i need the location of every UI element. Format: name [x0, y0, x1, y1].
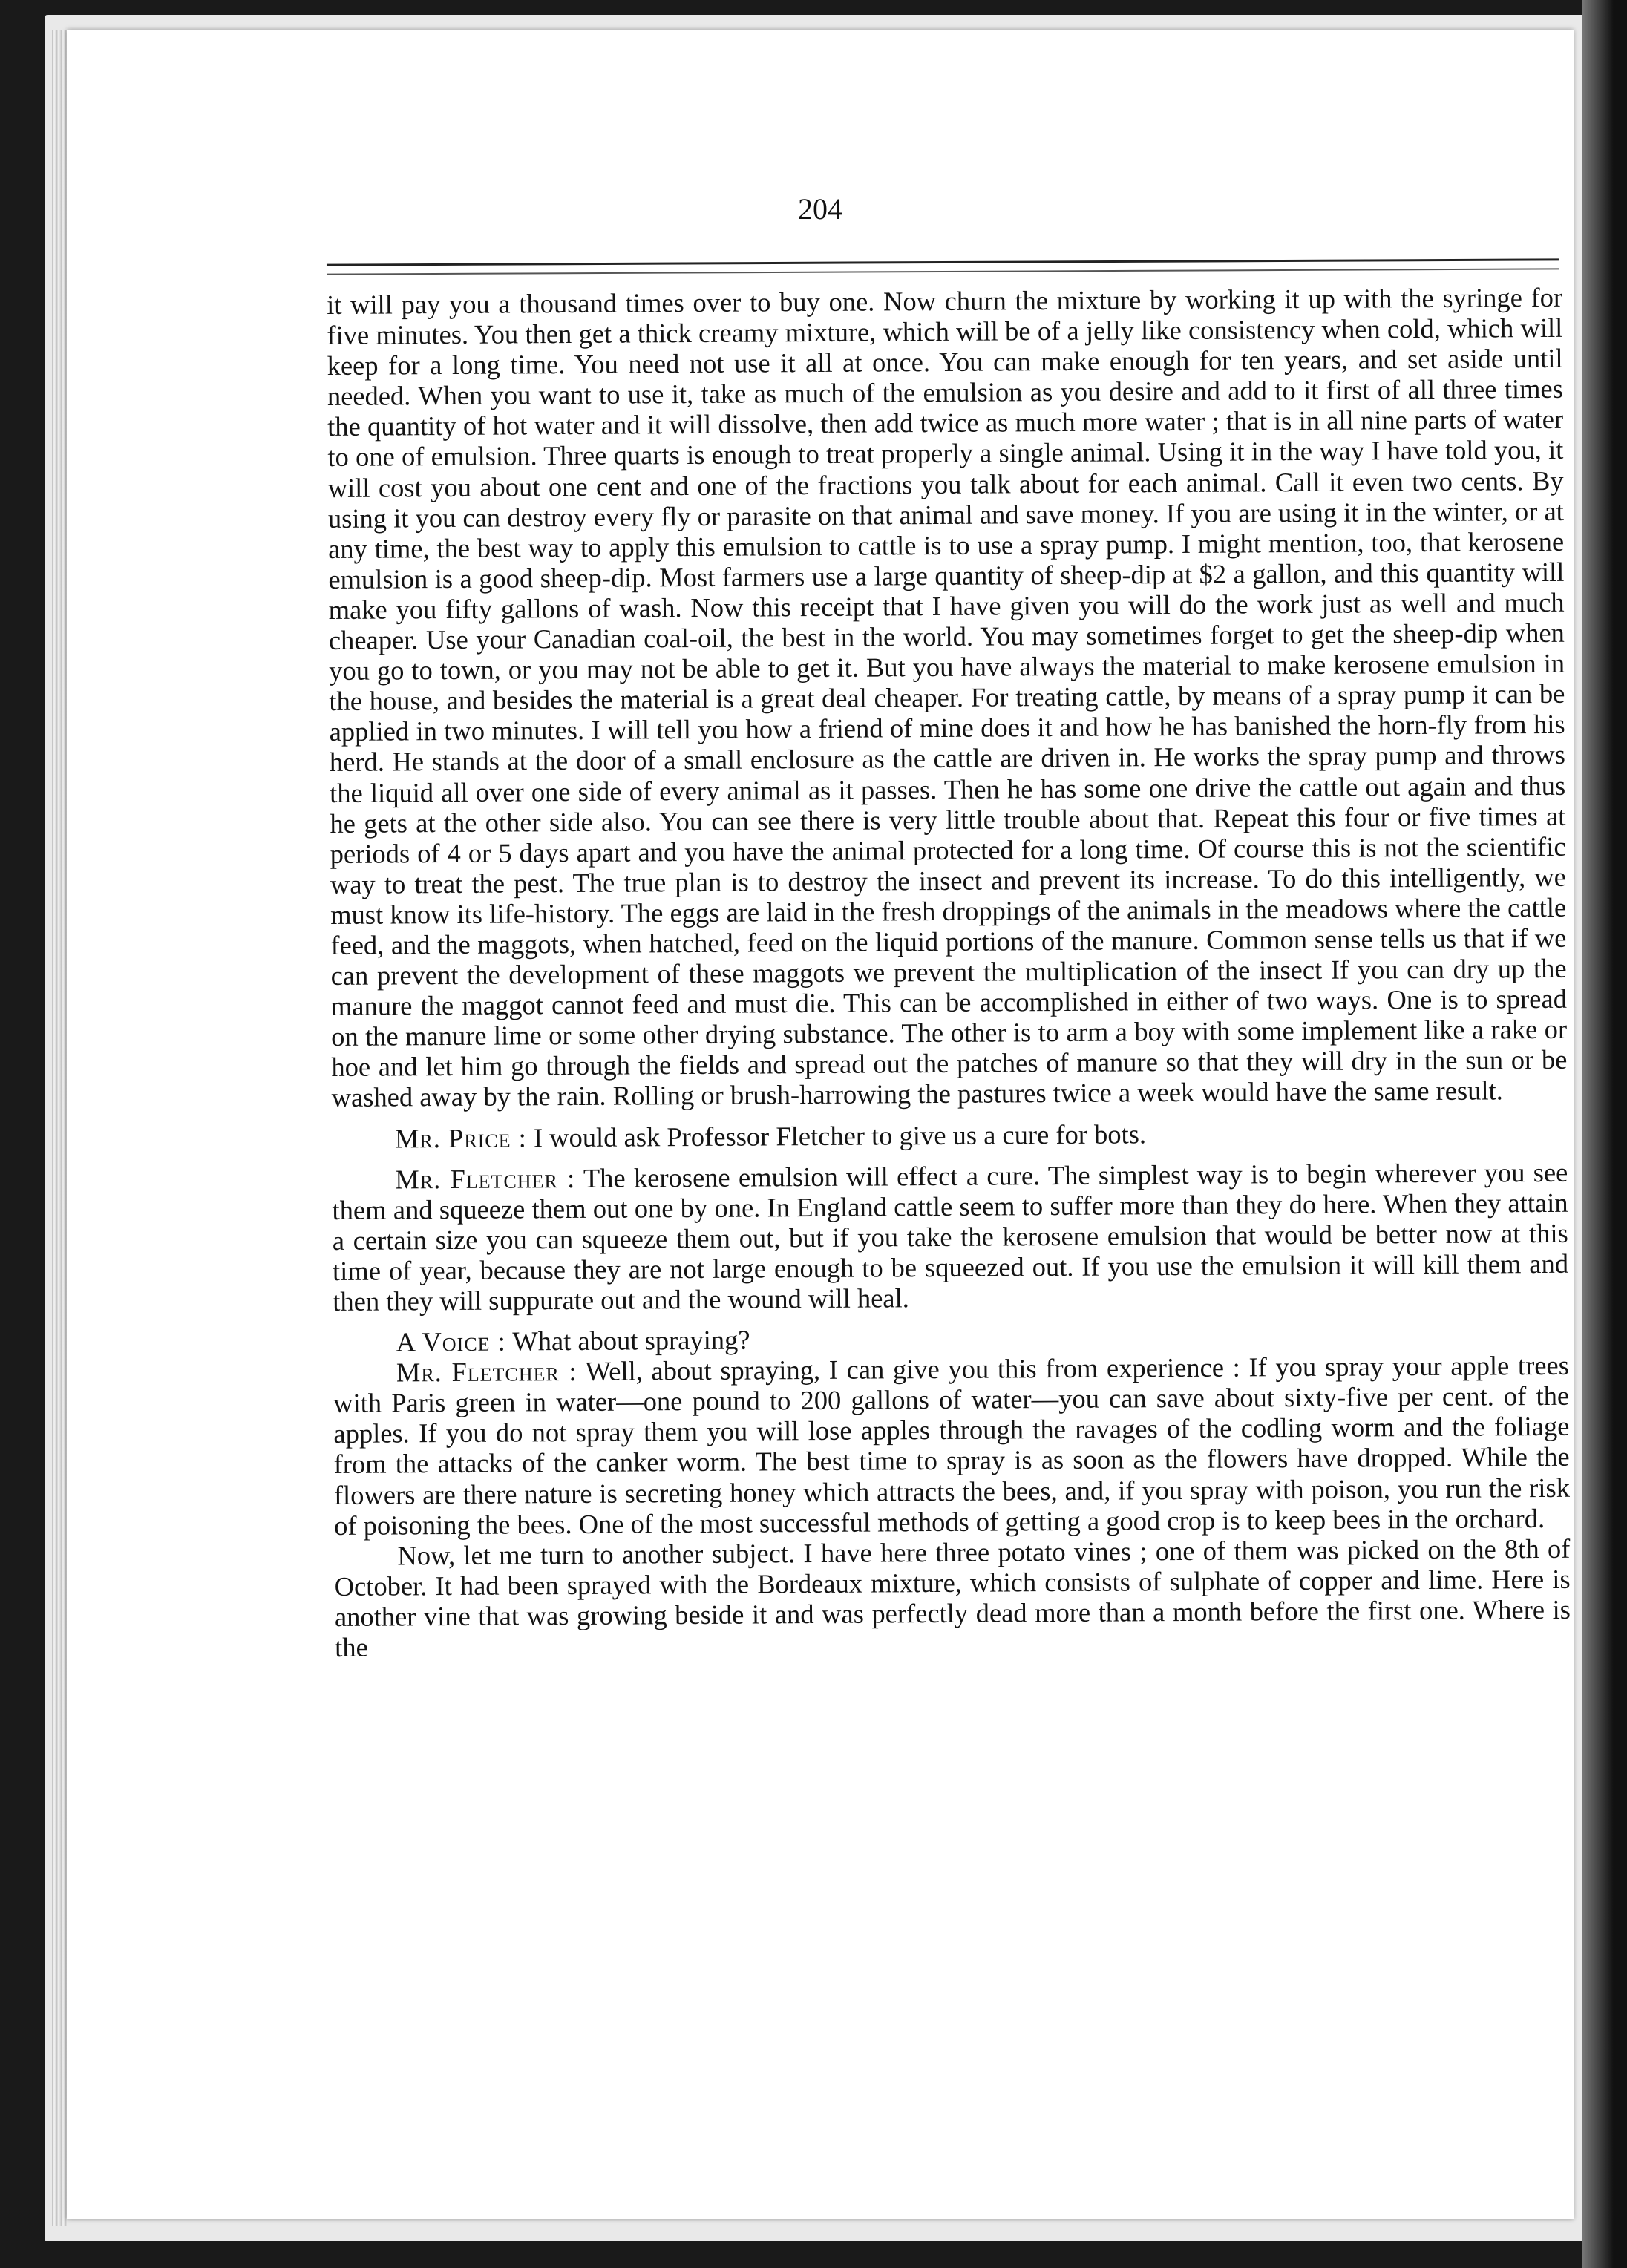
scan-edge-shadow: [1582, 0, 1627, 2268]
speaker-label: Mr. Price :: [394, 1121, 527, 1153]
paragraph-text: What about spraying?: [512, 1324, 750, 1357]
speaker-label: Mr. Fletcher :: [395, 1162, 576, 1195]
page-body: [327, 282, 1571, 1662]
paragraph-text: I would ask Professor Fletcher to give us a cure for bots.: [533, 1118, 1147, 1153]
paragraph-continuation: [327, 282, 1568, 1113]
paragraph-text: The kerosene emulsion will effect a cure. The simplest way is to begin wherever you see them and squeeze them out one by one. In England cattle seem to suffer more than they do here. When they attain a certain size you can squeeze them out, but if you take the kerosene emulsion that would be better now at this time of year, because they are not large enough to be squeezed out. If you use the emulsion it will kill them and then they will suppurate out and the wound will heal.: [332, 1156, 1569, 1317]
book-page: [67, 30, 1574, 2219]
paragraph-text: Now, let me turn to another subject. I have here three potato vines ; one of them was picked on the 8th of October. It had been sprayed with the Bordeaux mixture, which consists of sulphate of copper and lime. Here is another vine that was growing beside it and was perfectly dead more than a month before the first one. Where is the: [334, 1533, 1571, 1662]
page-number: 204: [798, 192, 842, 226]
paragraph-text: Well, about spraying, I can give you this from experience : If you spray your apple trees with Paris green in water—one pound to 200 gallons of water—you can save about sixty-five per cent. of the apples. If you do not spray them you will lose apples through the ravages of the codling worm and the foliage from the attacks of the canker worm. The best time to spray is as soon as the flowers have dropped. While the flowers are there nature is secreting honey which attracts the bees, and, if you spray with poison, you run the risk of poisoning the bees. One of the most successful methods of getting a good crop is to keep bees in the orchard.: [333, 1349, 1571, 1541]
speaker-label: A Voice :: [396, 1325, 506, 1357]
page-edges: [52, 30, 67, 2226]
paragraph-potato-vines: [334, 1533, 1571, 1663]
paragraph-text: it will pay you a thousand times over to buy one. Now churn the mixture by working it up with the syringe for five minutes. You then get a thick creamy mixture, which will be of a jelly like consistency when cold, which will keep for a long time. You need not use it all at once. You can make enough for ten years, and set aside until needed. When you want to use it, take as much of the emulsion as you desire and add to it first of all three times the quantity of hot water and it will dissolve, then add twice as much more water ; that is in all nine parts of water to one of emulsion. Three quarts is enough to treat properly a single animal. Using it in the way I have told you, it will cost you about one cent and one of the fractions you talk about for each animal. Call it even two cents. By using it you can destroy every fly or parasite on that animal and save money. If you are using it in the winter, or at any time, the best way to apply this emulsion to cattle is to use a spray pump. I might mention, too, that kerosene emulsion is a good sheep-dip. Most farmers use a large quantity of sheep-dip at $2 a gallon, and this quantity will make you fifty gallons of wash. Now this receipt that I have given you will do the work just as well and much cheaper. Use your Canadian coal-oil, the best in the world. You may sometimes forget to get the sheep-dip when you go to town, or you may not be able to get it. But you have always the material to make kerosene emulsion in the house, and besides the material is a great deal cheaper. For treating cattle, by means of a spray pump it can be applied in two minutes. I will tell you how a friend of mine does it and how he has banished the horn-fly from his herd. He stands at the door of a small enclosure as the cattle are driven in. He works the spray pump and throws the liquid all over one side of every animal as it passes. Then he has some one drive the cattle out again and thus he gets at the other side also. You can see there is very little trouble about that. Repeat this four or five times at periods of 4 or 5 days apart and you have the animal protected for a long time. Of course this is not the scientific way to treat the pest. The true plan is to destroy the insect and prevent its increase. To do this intelligently, we must know its life-history. The eggs are laid in the fresh droppings of the animals in the meadows where the cattle feed, and the maggots, when hatched, feed on the liquid portions of the manure. Common sense tells us that if we can prevent the development of these maggots we prevent the multiplication of the insect If you can dry up the manure the maggot cannot feed and must die. This can be accomplished in either of two ways. One is to spread on the manure lime or some other drying substance. The other is to arm a boy with some implement like a rake or hoe and let him go through the fields and spread out the patches of manure so that they will dry in the sun or be washed away by the rain. Rolling or brush-harrowing the pastures twice a week would have the same result.: [327, 281, 1568, 1113]
speaker-label: Mr. Fletcher :: [396, 1356, 577, 1388]
paragraph-fletcher-spraying: [333, 1350, 1570, 1541]
paragraph-price-question: [332, 1115, 1568, 1153]
paragraph-fletcher-bots: [332, 1156, 1568, 1317]
header-rule: [327, 258, 1559, 275]
